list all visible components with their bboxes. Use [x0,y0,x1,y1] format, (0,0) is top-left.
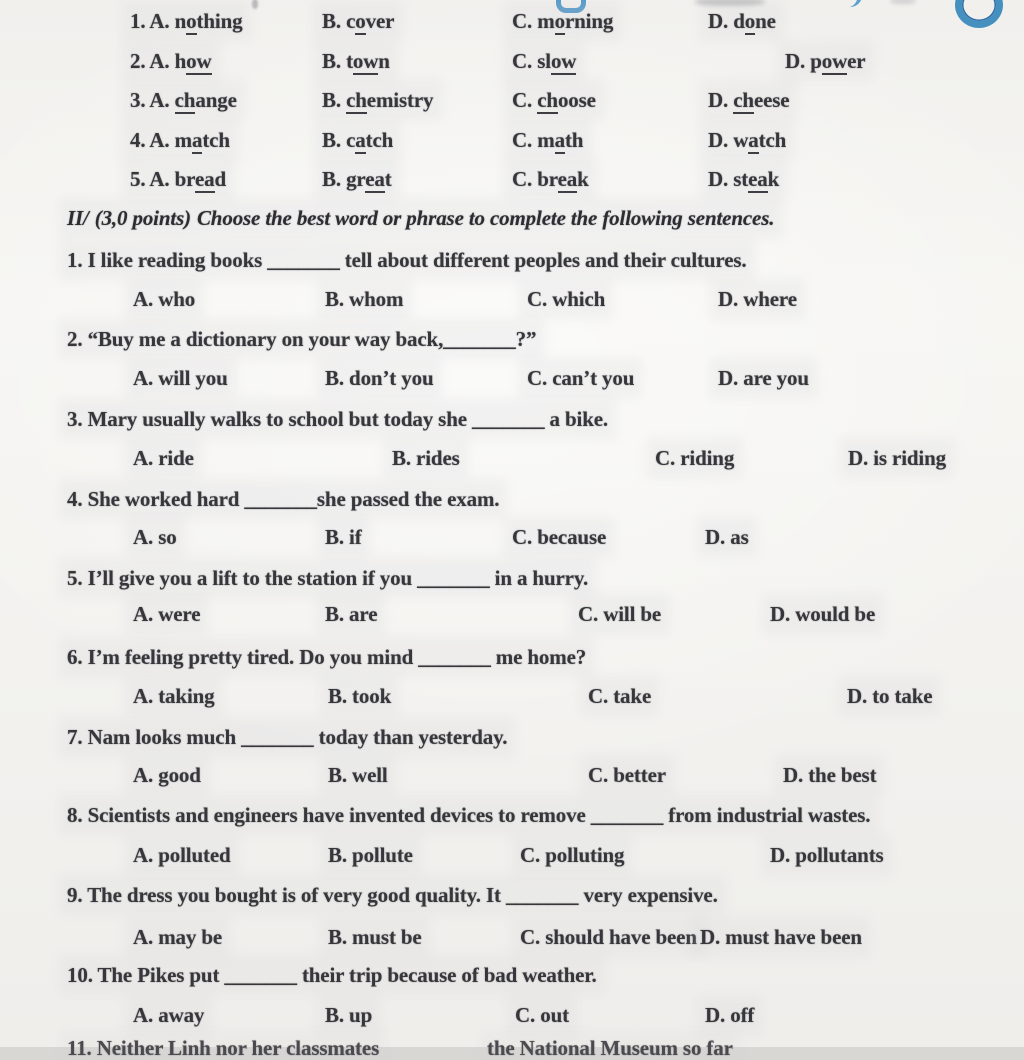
question-body: The dress you bought is of very good quality. It _______ very expensive. [87,883,718,907]
question-body: I’m feeling pretty tired. Do you mind _______ me home? [87,645,587,669]
question-text [67,327,536,351]
pron-option [785,49,865,73]
pron-option-letter: D. [785,49,806,73]
pron-row-number: 2. [130,49,146,73]
question-number: 7. [67,725,83,749]
pron-row-number: 4. [130,128,146,152]
question-body: I like reading books _______ tell about different peoples and their cultures. [87,248,747,272]
pron-word: match [174,128,230,152]
answer-option: B. don’t you [325,366,434,390]
pron-option-letter: B. [322,128,341,152]
answer-option: A. who [133,287,196,311]
question-body: The Pikes put _______ their trip because of bad weather. [97,963,597,987]
pron-word: morning [537,9,614,33]
answer-option: C. polluting [520,843,625,867]
answer-option: A. ride [133,446,194,470]
pron-option-letter: D. [708,88,729,112]
answer-option: D. off [705,1003,755,1027]
answer-option: B. took [328,684,392,708]
answer-option: C. because [512,525,607,549]
answer-option: A. will you [133,366,228,390]
question-number: 5. [67,566,83,590]
pron-option [708,167,779,191]
cropped-blue-letter-o [955,0,1003,28]
question-body: I’ll give you a lift to the station if you _______ in a hurry. [87,566,589,590]
section-instruction: Choose the best word or phrase to complete the following sentences. [196,206,775,230]
answer-option: D. pollutants [770,843,884,867]
question-text [67,248,747,272]
section-points: (3,0 points) [94,206,191,230]
answer-option: D. where [718,287,797,311]
answer-option: D. are you [718,366,809,390]
pron-word: watch [733,128,787,152]
pron-word: bread [174,167,227,191]
question-number: 3. [67,407,83,431]
answer-option: A. may be [133,925,223,949]
pron-option [512,167,589,191]
pron-row-number: 5. [130,167,146,191]
question-text [67,803,870,827]
cutoff-question-left: 11. Neither Linh nor her classmates [67,1036,380,1060]
question-text [67,963,597,987]
pron-option [322,9,394,33]
pron-word: catch [346,128,394,152]
question-text [67,487,499,511]
question-number: 8. [67,803,83,827]
question-body: Nam looks much _______ today than yesterday. [87,725,508,749]
section-ii-heading [67,206,774,230]
cutoff-question-right: the National Museum so far [487,1036,733,1060]
answer-option: C. out [515,1003,569,1027]
pron-word: great [346,167,392,191]
pron-option-letter: D. [708,128,729,152]
pron-option-letter: A. [149,9,170,33]
pron-word: power [810,49,866,73]
pron-word: how [174,49,212,73]
answer-option: B. well [328,763,388,787]
pron-option-letter: B. [322,9,341,33]
pron-option [130,49,212,73]
pron-option [708,9,776,33]
pron-option-letter: D. [708,167,729,191]
answer-option: D. the best [783,763,877,787]
answer-option: D. would be [770,602,876,626]
answer-option: A. away [133,1003,205,1027]
answer-option: B. up [325,1003,373,1027]
pron-option-letter: C. [512,9,533,33]
question-text [67,883,718,907]
pron-word: town [346,49,390,73]
pron-option-letter: C. [512,167,533,191]
pron-word: break [537,167,589,191]
pron-word: cover [346,9,395,33]
pron-option [512,128,583,152]
scan-smudge [695,0,765,6]
question-number: 2. [67,327,83,351]
answer-option: C. better [588,763,666,787]
pron-word: done [733,9,776,33]
pron-option [130,167,226,191]
answer-option: B. whom [325,287,404,311]
scan-smudge [252,0,258,9]
question-number: 10. [67,963,93,987]
pron-option [130,9,242,33]
pron-option [322,167,392,191]
pron-option-letter: A. [149,49,170,73]
pron-word: chemistry [346,88,434,112]
answer-option: C. riding [655,446,735,470]
question-number: 1. [67,248,83,272]
pron-option [708,88,789,112]
pron-option-letter: B. [322,88,341,112]
answer-option: A. so [133,525,177,549]
pron-option [512,49,576,73]
answer-option: A. taking [133,684,215,708]
question-body: Mary usually walks to school but today she _______ a bike. [87,407,609,431]
question-number: 6. [67,645,83,669]
pron-option-letter: C. [512,49,533,73]
answer-option: A. polluted [133,843,231,867]
answer-option: B. if [325,525,362,549]
answer-option: C. can’t you [527,366,635,390]
pron-option [322,49,390,73]
answer-option: B. pollute [328,843,413,867]
question-body: Scientists and engineers have invented devices to remove _______ from industrial wastes. [87,803,871,827]
pron-option-letter: C. [512,88,533,112]
pron-option-letter: C. [512,128,533,152]
pron-word: choose [537,88,596,112]
question-text [67,725,507,749]
pron-word: change [174,88,237,112]
answer-option: B. must be [328,925,422,949]
answer-option: D. as [705,525,749,549]
pron-word: nothing [174,9,243,33]
pron-option [322,128,393,152]
answer-option: C. take [588,684,652,708]
pron-option [130,88,237,112]
answer-option: D. is riding [848,446,946,470]
answer-option: A. good [133,763,201,787]
question-number: 4. [67,487,83,511]
pron-word: math [537,128,584,152]
pron-option [130,128,230,152]
answer-option: A. were [133,602,201,626]
pron-option-letter: D. [708,9,729,33]
section-label: II/ [67,206,89,230]
question-number: 9. [67,883,83,907]
pron-option-letter: A. [149,128,170,152]
question-text [67,566,588,590]
pron-option [512,88,596,112]
pron-option-letter: A. [149,167,170,191]
question-body: She worked hard _______she passed the exam. [87,487,500,511]
answer-option: B. are [325,602,378,626]
answer-option: C. which [527,287,606,311]
cropped-blue-letter-tail [848,0,862,9]
pron-word: steak [733,167,780,191]
pron-row-number: 3. [130,88,146,112]
answer-option: D. to take [847,684,933,708]
pron-option-letter: B. [322,167,341,191]
answer-option: C. should have been [520,925,697,949]
pron-option-letter: B. [322,49,341,73]
pron-row-number: 1. [130,9,146,33]
pron-option [322,88,433,112]
answer-option: B. rides [392,446,460,470]
pron-word: slow [537,49,577,73]
question-text [67,407,608,431]
scan-smudge [890,0,916,4]
pron-option [512,9,613,33]
answer-option: D. must have been [700,925,862,949]
pron-option [708,128,786,152]
question-body: “Buy me a dictionary on your way back,_______?” [87,327,537,351]
question-text [67,645,586,669]
pron-word: cheese [733,88,790,112]
pron-option-letter: A. [149,88,170,112]
answer-option: C. will be [578,602,662,626]
